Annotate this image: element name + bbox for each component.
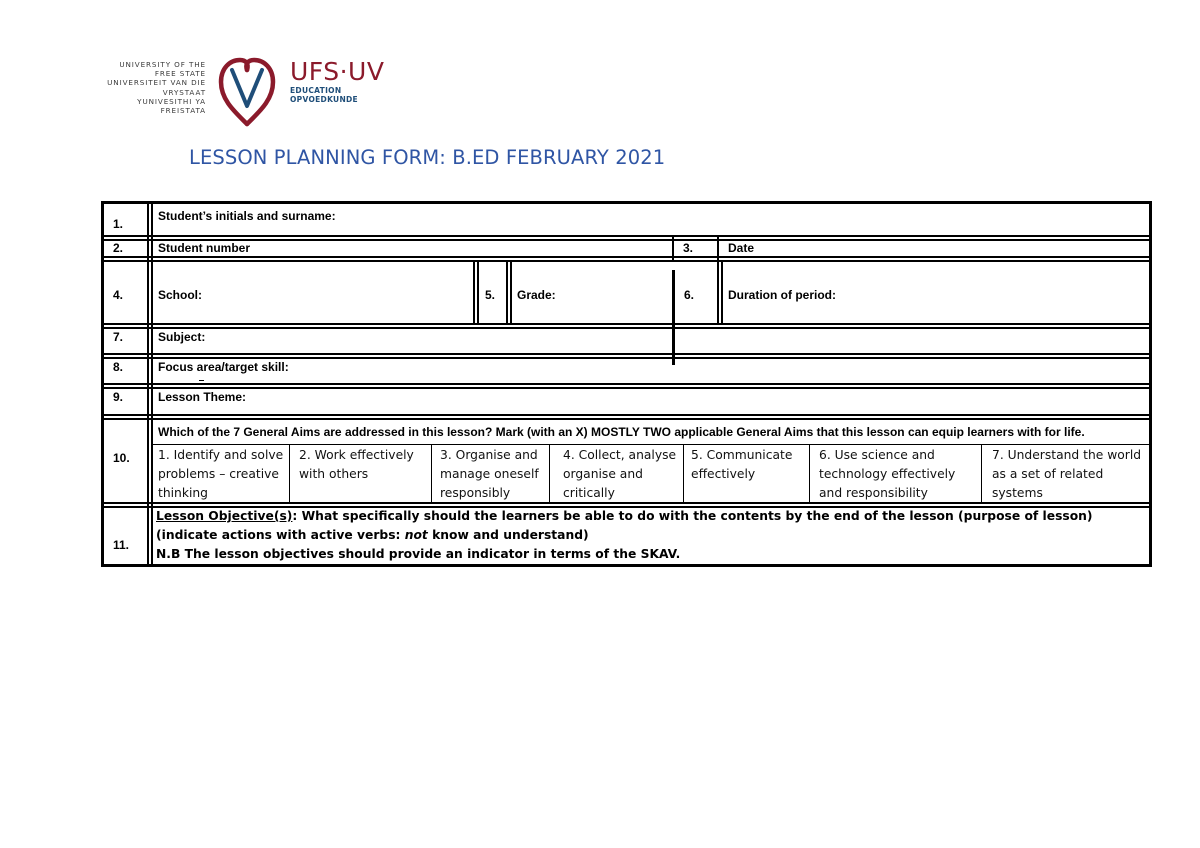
- university-line: UNIVERSITY OF THE: [119, 60, 206, 69]
- brand-faculty-afrikaans: OPVOEDKUNDE: [290, 95, 358, 104]
- ufs-logo: [100, 56, 400, 128]
- lesson-objectives-field[interactable]: [156, 507, 1146, 564]
- brand-faculty: EDUCATION: [290, 86, 342, 95]
- subject-field[interactable]: Subject:: [158, 330, 206, 344]
- university-name: [100, 60, 206, 115]
- student-number-field[interactable]: Student number: [158, 241, 250, 255]
- focus-area-field[interactable]: Focus area/target skill:: [158, 360, 289, 374]
- row-number: 6.: [684, 288, 695, 302]
- general-aim-option[interactable]: 7. Understand the world as a set of related systems: [992, 448, 1142, 500]
- row-number: 11.: [113, 538, 130, 552]
- general-aim-option[interactable]: 5. Communicate effectively: [691, 448, 793, 481]
- date-field[interactable]: Date: [728, 241, 755, 255]
- row-number: 5.: [485, 288, 496, 302]
- lesson-objectives-note: N.B The lesson objectives should provide an indicator in terms of the SKAV.: [156, 547, 681, 561]
- lesson-objectives-text: : What specifically should the learners be able to do with the contents by the end of the lesson (purpose of lesson) (indicate actions with active verbs:: [156, 509, 1093, 542]
- brand-block: [290, 58, 384, 104]
- lesson-theme-field[interactable]: Lesson Theme:: [158, 390, 247, 404]
- general-aims-question: Which of the 7 General Aims are addressed in this lesson? Mark (with an X) MOSTLY TWO applicable General Aims that this lesson can equip learners with for life.: [158, 425, 1085, 439]
- brand-name: UFS·UV: [290, 57, 385, 86]
- student-name-field[interactable]: Student’s initials and surname:: [158, 209, 336, 223]
- general-aim-option[interactable]: 2. Work effectively with others: [299, 448, 414, 481]
- university-line: VRYSTAAT: [162, 87, 206, 97]
- university-line: UNIVERSITEIT VAN DIE: [107, 78, 206, 88]
- university-line: YUNIVESITHI YA: [137, 96, 206, 106]
- row-number: 2.: [113, 241, 124, 255]
- page-title: LESSON PLANNING FORM: B.ED FEBRUARY 2021: [189, 146, 666, 169]
- heart-logo-icon: [217, 56, 277, 128]
- general-aim-option[interactable]: 1. Identify and solve problems – creative thinking: [158, 448, 284, 500]
- lesson-planning-table: [101, 201, 1152, 567]
- row-number: 10.: [113, 451, 130, 465]
- emphasis-not: not: [404, 528, 428, 542]
- row-number: 7.: [113, 330, 124, 344]
- lesson-objectives-label: Lesson Objective(s): [156, 509, 293, 523]
- school-field[interactable]: School:: [158, 288, 202, 302]
- row-number: 3.: [683, 241, 694, 255]
- row-number: 1.: [113, 217, 124, 231]
- general-aim-option[interactable]: 4. Collect, analyse organise and critically: [563, 448, 677, 500]
- general-aim-option[interactable]: 3. Organise and manage oneself responsibly: [440, 448, 539, 500]
- university-line: FREISTATA: [160, 106, 206, 116]
- university-line: FREE STATE: [154, 69, 206, 79]
- row-number: 4.: [113, 288, 124, 302]
- grade-field[interactable]: Grade:: [517, 288, 556, 302]
- general-aim-option[interactable]: 6. Use science and technology effectively and responsibility: [819, 448, 956, 500]
- lesson-objectives-text-end: know and understand): [427, 528, 589, 542]
- duration-field[interactable]: Duration of period:: [728, 288, 836, 302]
- row-number: 9.: [113, 390, 124, 404]
- row-number: 8.: [113, 360, 124, 374]
